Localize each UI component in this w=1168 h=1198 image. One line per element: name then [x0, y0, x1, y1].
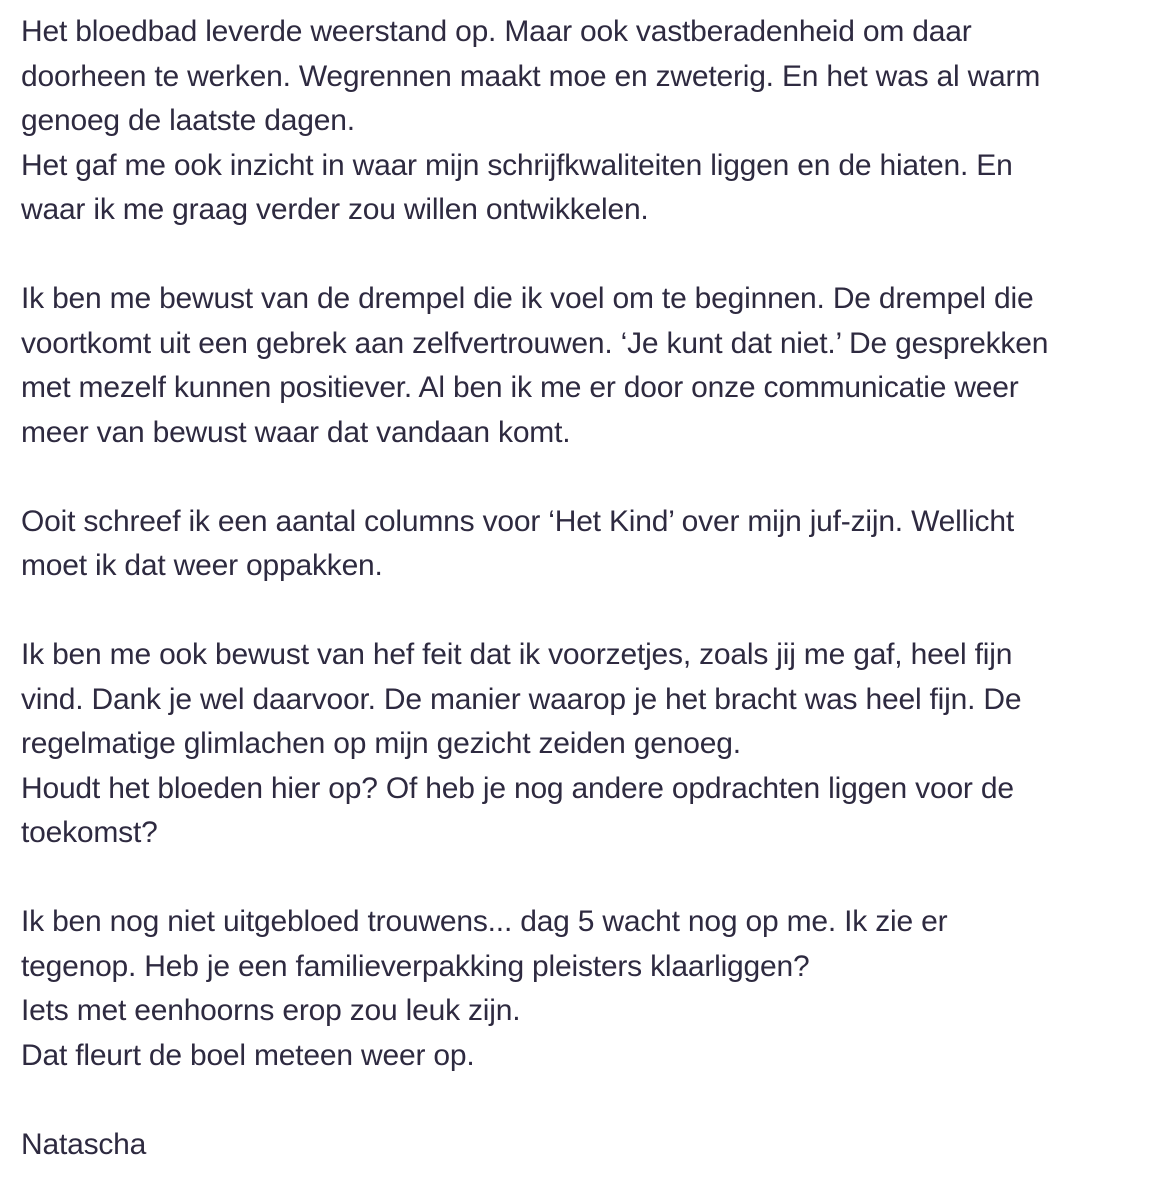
text-line: moet ik dat weer oppakken. — [21, 549, 383, 582]
text-line: Ik ben me bewust van de drempel die ik voel om te beginnen. De drempel die — [21, 282, 1034, 315]
text-line: tegenop. Heb je een familieverpakking pleisters klaarliggen? — [21, 949, 810, 983]
text-line: Houdt het bloeden hier op? Of heb je nog andere opdrachten liggen voor de — [21, 771, 1014, 805]
text-line: Ik ben nog niet uitgebloed trouwens... dag 5 wacht nog op me. Ik zie er — [21, 905, 948, 938]
text-line: toekomst? — [21, 816, 158, 849]
text-line: doorheen te werken. Wegrennen maakt moe en zweterig. En het was al warm — [21, 59, 1041, 93]
text-line: regelmatige glimlachen op mijn gezicht zeiden genoeg. — [21, 727, 741, 760]
text-line: Ooit schreef ik een aantal columns voor ‘Het Kind’ over mijn juf-zijn. Wellicht — [21, 504, 1014, 538]
text-line: Dat fleurt de boel meteen weer op. — [21, 1038, 475, 1072]
text-line: voortkomt uit een gebrek aan zelfvertrouwen. ‘Je kunt dat niet.’ De gesprekken — [21, 326, 1049, 360]
paragraph-1 — [21, 10, 1148, 233]
signature-name: Natascha — [21, 1127, 147, 1161]
signature — [21, 1123, 1148, 1168]
text-line: Het bloedbad leverde weerstand op. Maar ook vastberadenheid om daar — [21, 15, 972, 48]
paragraph-4 — [21, 633, 1148, 856]
text-line: vind. Dank je wel daarvoor. De manier waarop je het bracht was heel fijn. De — [21, 682, 1022, 716]
paragraph-2 — [21, 277, 1148, 455]
text-line: Het gaf me ook inzicht in waar mijn schrijfkwaliteiten liggen en de hiaten. En — [21, 148, 1013, 182]
text-line: meer van bewust waar dat vandaan komt. — [21, 415, 571, 449]
text-line: met mezelf kunnen positiever. Al ben ik me er door onze communicatie weer — [21, 371, 1019, 404]
text-line: waar ik me graag verder zou willen ontwikkelen. — [21, 193, 649, 226]
text-line: Ik ben me ook bewust van hef feit dat ik voorzetjes, zoals jij me gaf, heel fijn — [21, 638, 1013, 671]
paragraph-5 — [21, 900, 1148, 1078]
text-line: Iets met eenhoorns erop zou leuk zijn. — [21, 994, 521, 1027]
text-line: genoeg de laatste dagen. — [21, 104, 355, 137]
paragraph-3 — [21, 500, 1148, 589]
